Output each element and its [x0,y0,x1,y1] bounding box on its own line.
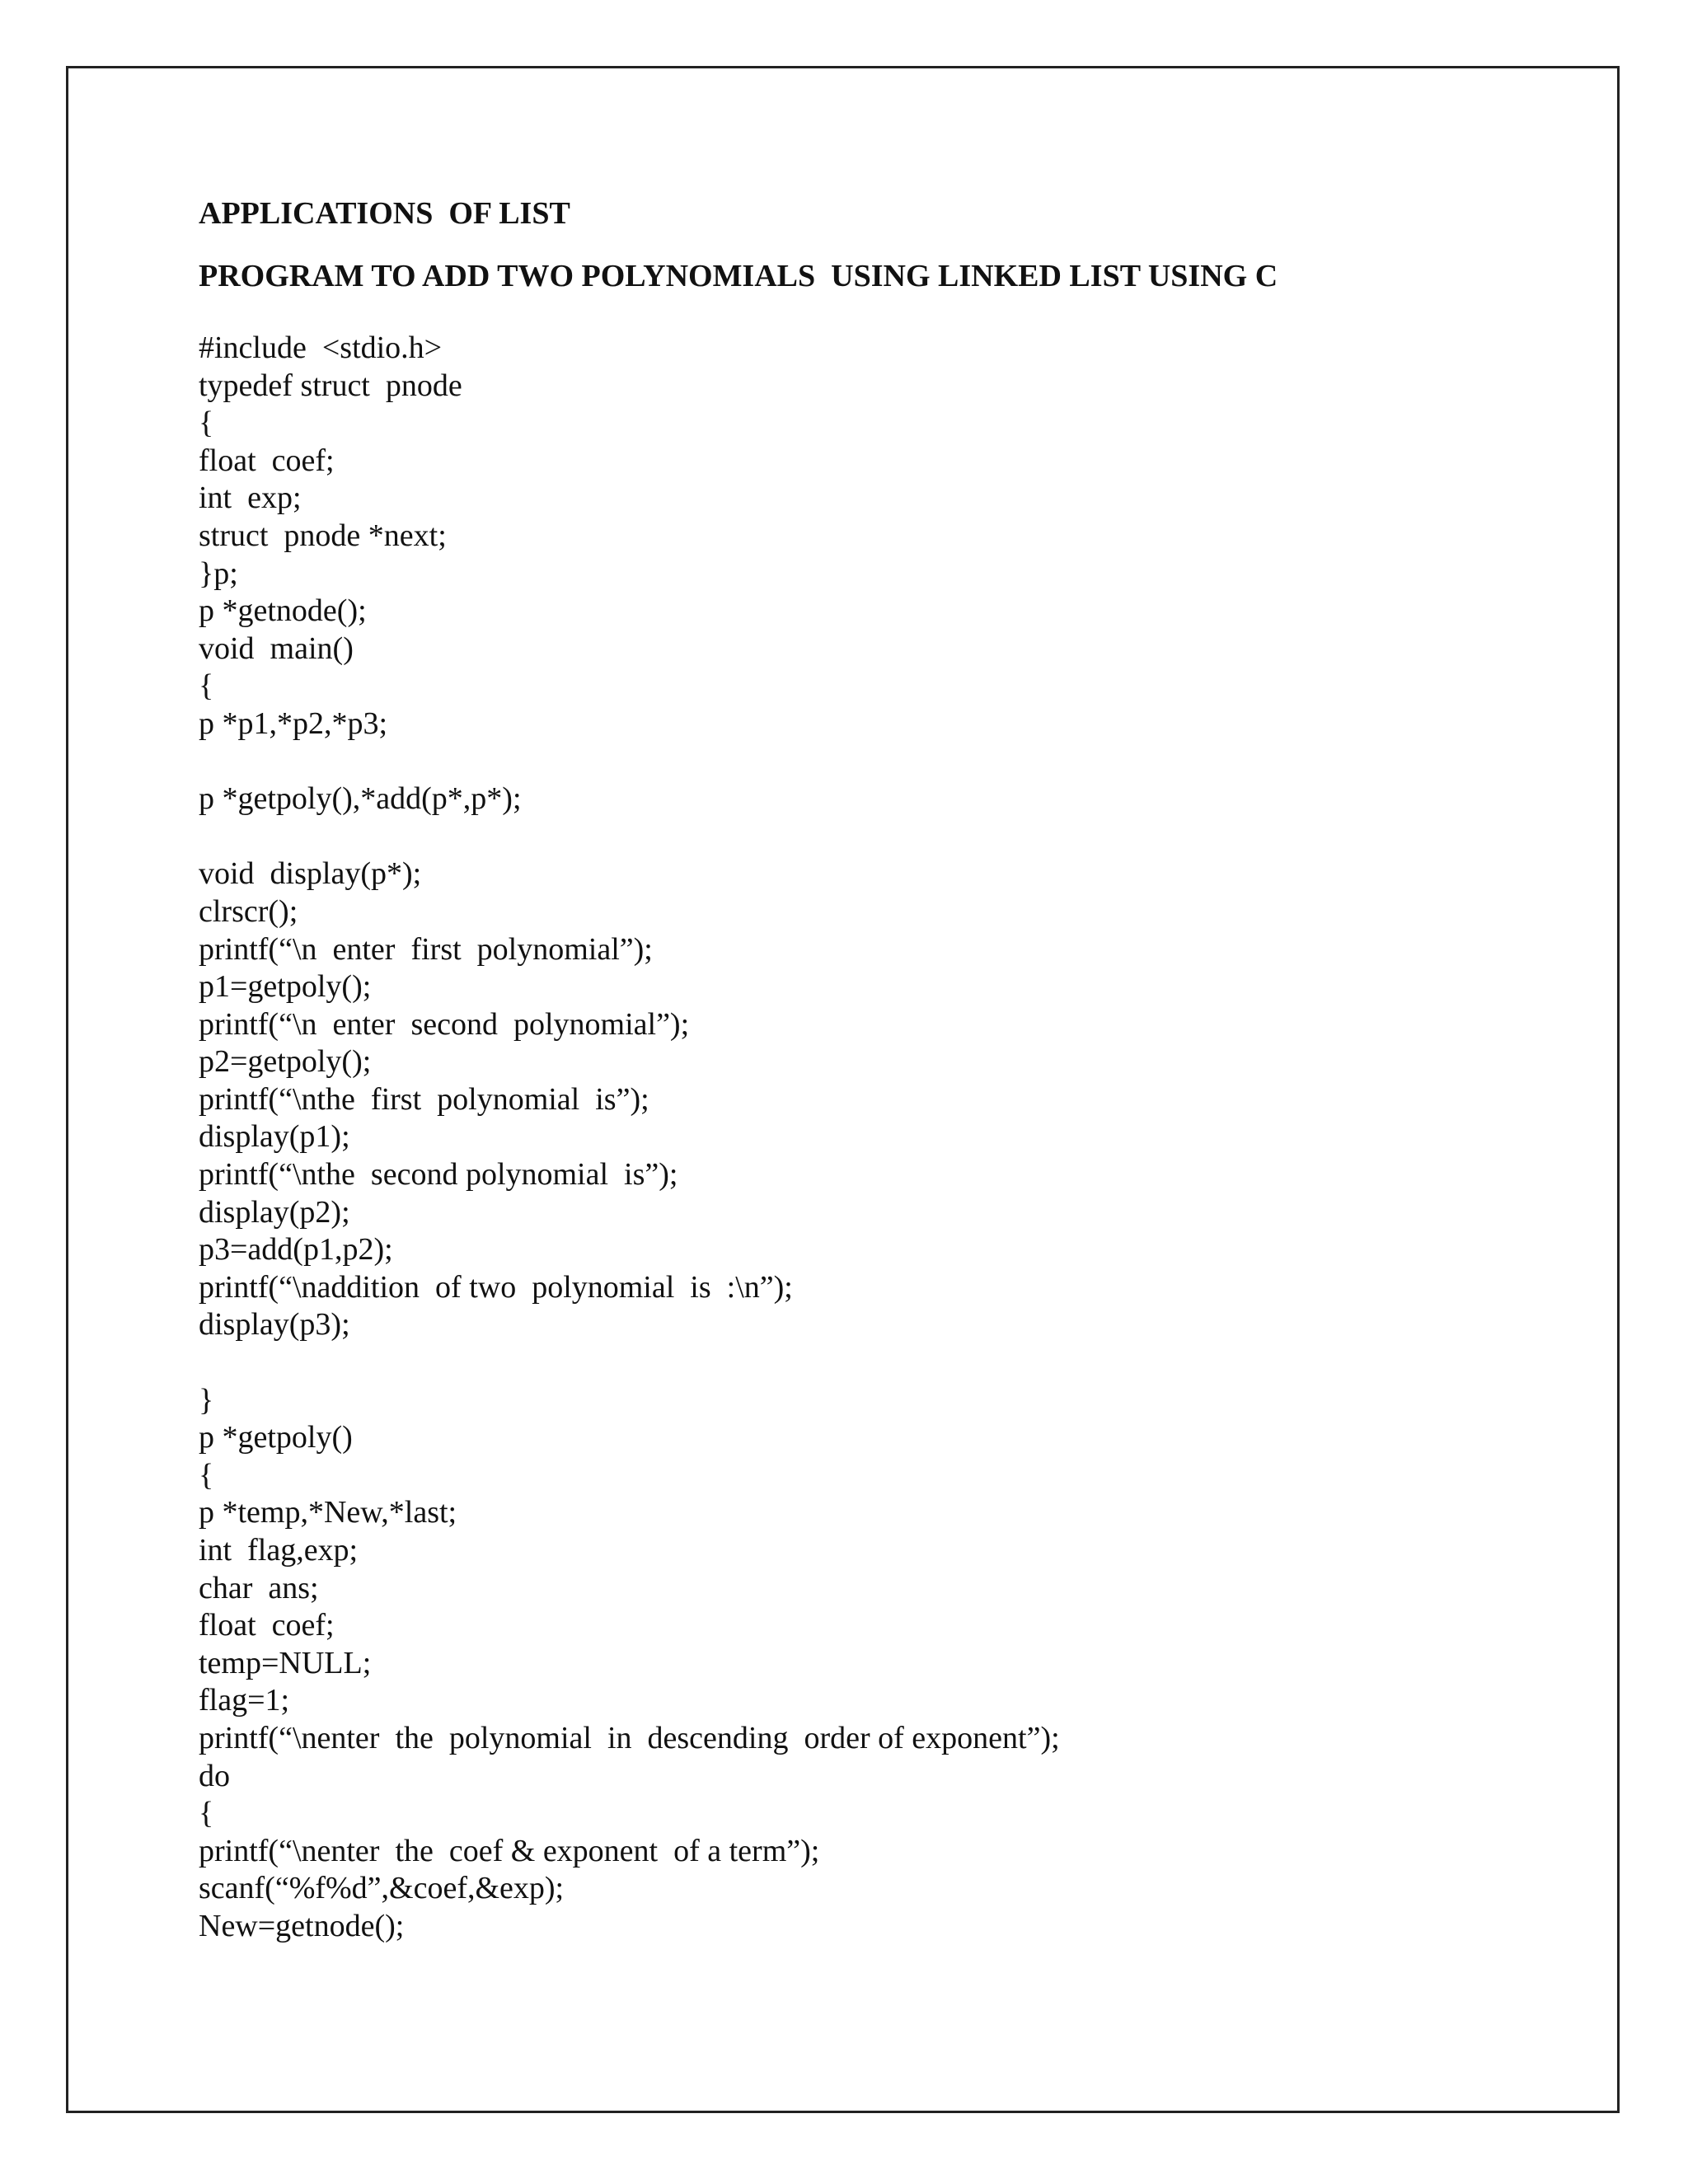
code-line: scanf(“%f%d”,&coef,&exp); [199,1871,565,1906]
code-line: clrscr(); [199,893,298,929]
code-line [199,743,1583,781]
code-line: p1=getpoly(); [199,969,372,1005]
code-listing [199,330,1583,1946]
code-line: p *temp,*New,*last; [199,1495,457,1530]
code-line: { [199,1457,214,1493]
code-line: struct pnode *next; [199,518,447,553]
code-line: p2=getpoly(); [199,1044,372,1080]
code-line: } [199,1382,214,1418]
code-line: flag=1; [199,1683,290,1718]
code-line: char ans; [199,1570,319,1605]
code-line: printf(“\naddition of two polynomial is :\n”); [199,1269,793,1305]
code-line: printf(“\nenter the polynomial in descending order of exponent”); [199,1720,1060,1755]
code-line: float coef; [199,443,335,478]
code-line: void main() [199,630,354,666]
code-line: float coef; [199,1608,335,1643]
code-line: p *getnode(); [199,593,367,629]
code-line: display(p3); [199,1307,350,1343]
code-line: temp=NULL; [199,1645,372,1680]
code-line: void display(p*); [199,856,422,892]
code-line: printf(“\n enter first polynomial”); [199,931,653,967]
code-line: int exp; [199,480,302,516]
code-line: { [199,1796,214,1831]
program-title: PROGRAM TO ADD TWO POLYNOMIALS USING LINKED LIST USING C [199,259,1278,293]
code-line: { [199,668,214,704]
code-line: display(p2); [199,1194,350,1230]
code-line: int flag,exp; [199,1533,359,1568]
code-line: p *getpoly() [199,1420,353,1455]
code-line: New=getnode(); [199,1908,405,1943]
code-line: printf(“\nenter the coef & exponent of a term”); [199,1833,820,1868]
code-line [199,1344,1583,1382]
code-line: printf(“\nthe first polynomial is”); [199,1081,649,1117]
code-line: do [199,1758,230,1793]
code-line: p *getpoly(),*add(p*,p*); [199,781,522,817]
code-line: typedef struct pnode [199,368,462,403]
code-line: }p; [199,555,238,591]
code-line: #include <stdio.h> [199,330,443,365]
code-line: printf(“\nthe second polynomial is”); [199,1157,678,1193]
code-line: p *p1,*p2,*p3; [199,705,388,741]
code-line: display(p1); [199,1119,350,1155]
document-body [199,194,1583,1946]
code-line [199,818,1583,856]
page-title: APPLICATIONS OF LIST [199,196,570,231]
code-line: printf(“\n enter second polynomial”); [199,1006,690,1042]
code-line: p3=add(p1,p2); [199,1232,393,1268]
code-line: { [199,405,214,441]
